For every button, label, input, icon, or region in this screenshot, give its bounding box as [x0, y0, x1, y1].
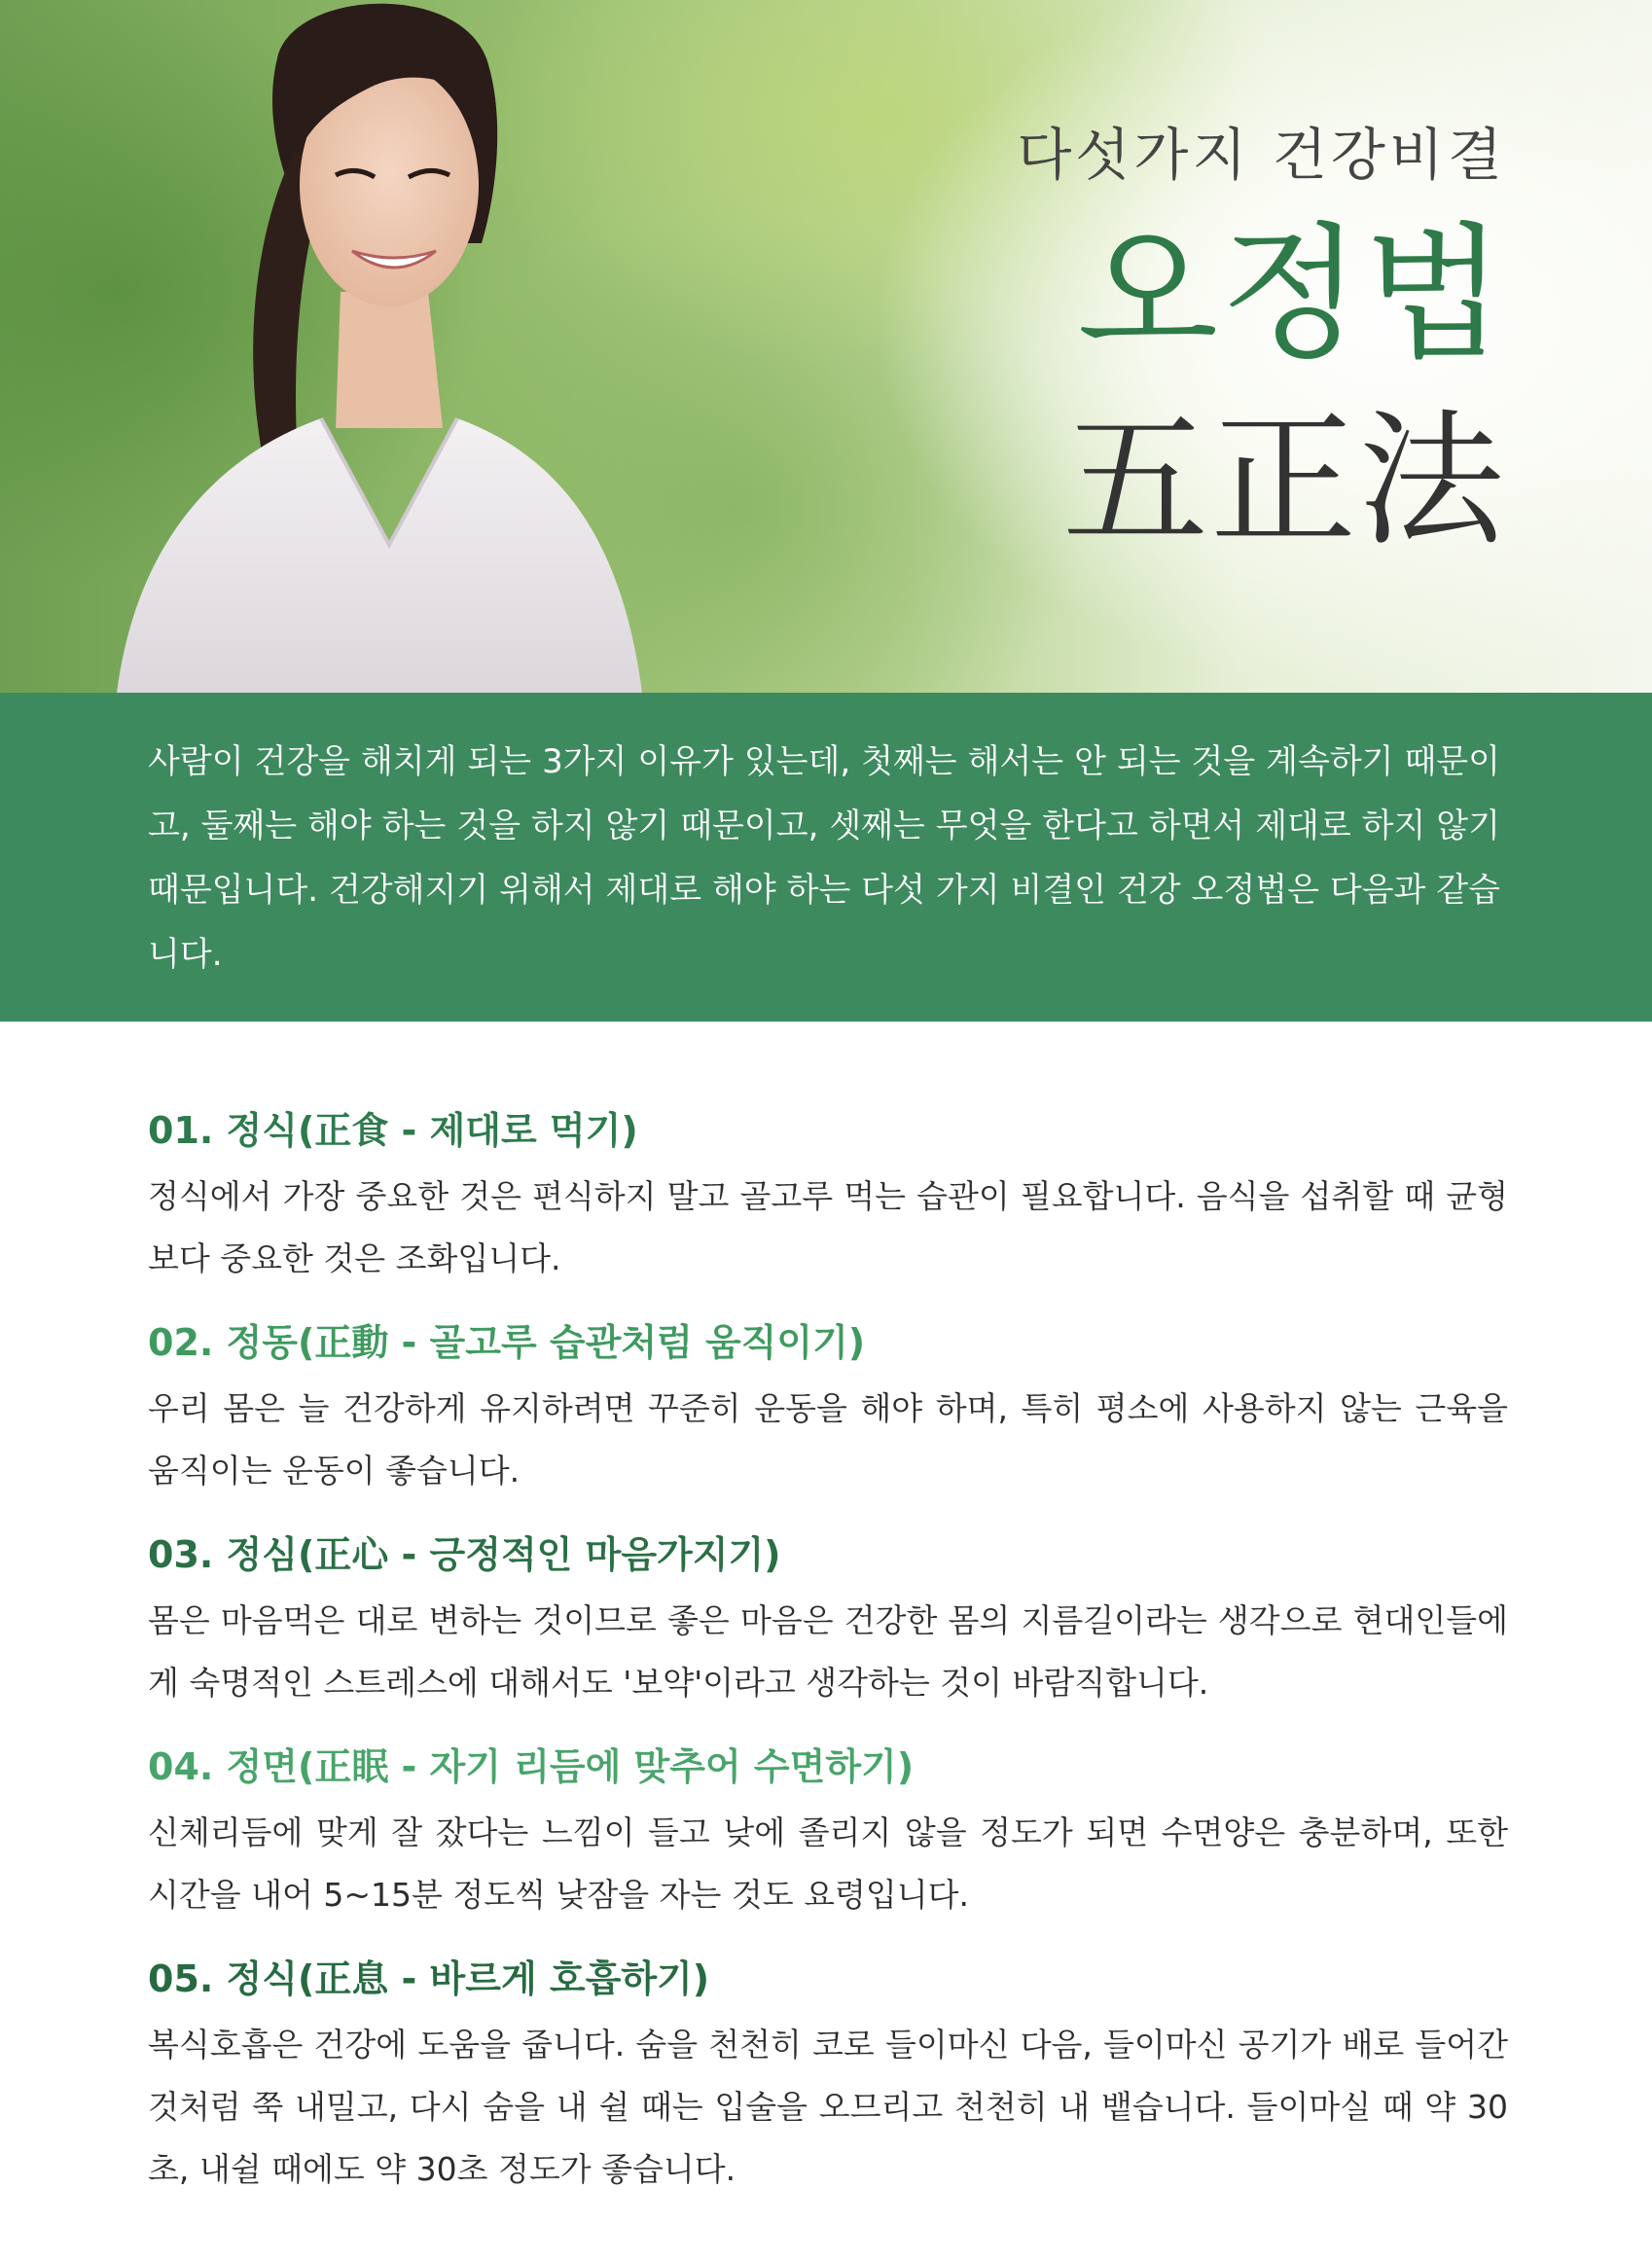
- item-heading: 04. 정면(正眠 - 자기 리듬에 맞추어 수면하기): [148, 1745, 915, 1788]
- page-title: 오정법: [1077, 210, 1506, 379]
- page-title-hanja: 五正法: [1061, 397, 1506, 566]
- intro-text: 사람이 건강을 해치게 되는 3가지 이유가 있는데, 첫째는 해서는 안 되는 것을 계속하기 때문이고, 둘째는 해야 하는 것을 하지 않기 때문이고, 셋째는 무엇을 한다고 하면서 제대로 하지 않기 때문입니다. 건강해지기 위해서 제대로 해야 하는 다섯 가지 비결인 건강 오정법은 다음과 같습니다.: [148, 742, 1500, 974]
- subtitle: 다섯가지 건강비결: [1017, 122, 1506, 188]
- list-item: [148, 1101, 1508, 1290]
- list-item: [148, 1313, 1508, 1502]
- item-heading: 02. 정동(正動 - 골고루 습관처럼 움직이기): [148, 1321, 866, 1364]
- item-body: 정식에서 가장 중요한 것은 편식하지 말고 골고루 먹는 습관이 필요합니다. 음식을 섭취할 때 균형보다 중요한 것은 조화입니다.: [148, 1177, 1508, 1277]
- woman-portrait-image: [0, 0, 739, 693]
- hero-photo: [0, 0, 1652, 693]
- item-heading: 01. 정식(正食 - 제대로 먹기): [148, 1109, 638, 1152]
- list-item: [148, 1525, 1508, 1714]
- intro-band: [0, 693, 1652, 1022]
- item-body: 복식호흡은 건강에 도움을 줍니다. 숨을 천천히 코로 들이마신 다음, 들이마신 공기가 배로 들어간 것처럼 쭉 내밀고, 다시 숨을 내 쉴 때는 입술을 오므리고 천천히 내 뱉습니다. 들이마실 때 약 30초, 내쉴 때에도 약 30초 정도가 좋습니다.: [148, 2026, 1508, 2188]
- list-item: [148, 1950, 1508, 2201]
- item-heading: 03. 정심(正心 - 긍정적인 마음가지기): [148, 1533, 781, 1576]
- list-item: [148, 1738, 1508, 1926]
- item-body: 신체리듬에 맞게 잘 잤다는 느낌이 들고 낮에 졸리지 않을 정도가 되면 수면양은 충분하며, 또한 시간을 내어 5~15분 정도씩 낮잠을 자는 것도 요령입니다.: [148, 1813, 1508, 1914]
- item-body: 우리 몸은 늘 건강하게 유지하려면 꾸준히 운동을 해야 하며, 특히 평소에 사용하지 않는 근육을 움직이는 운동이 좋습니다.: [148, 1389, 1508, 1489]
- item-body: 몸은 마음먹은 대로 변하는 것이므로 좋은 마음은 건강한 몸의 지름길이라는 생각으로 현대인들에게 숙명적인 스트레스에 대해서도 '보약'이라고 생각하는 것이 바람직합니다.: [148, 1601, 1508, 1702]
- item-heading: 05. 정식(正息 - 바르게 호흡하기): [148, 1957, 710, 2000]
- health-tips-list: [148, 1101, 1508, 2224]
